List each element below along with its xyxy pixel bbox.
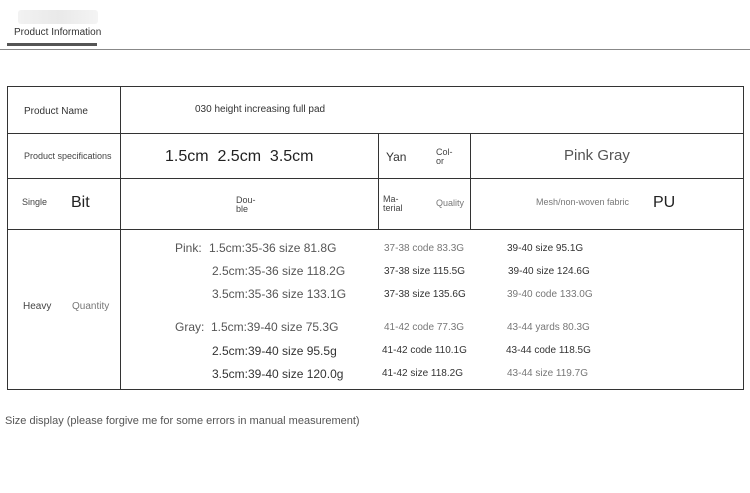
double-label-line2: ble [236,204,249,214]
color-label [436,148,453,166]
gray-weight-3-c2: 41-42 size 118.2G [382,368,463,379]
color-label-line2: or [436,156,445,166]
color-value: Pink Gray [564,147,630,164]
gray-weight-3-c3: 43-44 size 119.7G [507,368,588,379]
pink-weight-3-c2: 37-38 size 135.6G [384,289,466,300]
pink-weight-1-c1: 1.5cm:35-36 size 81.8G [209,241,337,255]
gray-weight-2-c1: 2.5cm:39-40 size 95.5g [212,344,337,358]
pink-weight-3-c3: 39-40 code 133.0G [507,289,593,300]
gray-weight-1-c1: 1.5cm:39-40 size 75.3G [211,320,339,334]
product-name-label: Product Name [24,106,88,117]
fabric-value: Mesh/non-woven fabric [536,197,630,207]
yan-label: Yan [386,150,407,164]
pink-weight-2-c1: 2.5cm:35-36 size 118.2G [212,264,346,278]
column-divider [470,133,471,229]
gray-weight-2-c2: 41-42 code 110.1G [382,345,467,356]
material-label [383,195,403,213]
bit-label: Bit [71,194,90,211]
gray-weight-1-c3: 43-44 yards 80.3G [507,322,590,333]
quality-label: Quality [436,198,465,208]
size-display-note: Size display (please forgive me for some errors in manual measurement) [5,415,360,427]
tab-product-information[interactable]: Product Information [14,27,102,38]
column-divider [378,133,379,229]
single-label: Single [22,197,48,207]
product-info-table [7,86,744,390]
column-divider [120,87,121,389]
pink-weight-1-c2: 37-38 code 83.3G [384,243,465,254]
double-label-line1: Dou- [236,195,256,205]
row-divider [8,229,743,230]
color-label-line1: Col- [436,147,453,157]
product-name-value: 030 height increasing full pad [195,104,326,115]
quantity-label: Quantity [72,301,110,312]
pink-weight-3-c1: 3.5cm:35-36 size 133.1G [212,287,347,301]
active-tab-indicator [7,43,97,46]
product-specifications-label: Product specifications [24,151,112,161]
pink-weight-2-c2: 37-38 size 115.5G [384,266,465,277]
material-label-line1: Ma- [383,194,399,204]
gray-weight-2-c3: 43-44 code 118.5G [506,345,591,356]
row-divider [8,178,743,179]
gray-weight-3-c1: 3.5cm:39-40 size 120.0g [212,367,344,381]
pink-prefix: Pink: [175,241,202,255]
row-divider [8,133,743,134]
gray-weight-1-c2: 41-42 code 77.3G [384,322,465,333]
pink-weight-1-c3: 39-40 size 95.1G [507,243,584,254]
pu-value: PU [653,194,676,211]
heavy-label: Heavy [23,301,52,312]
brand-logo [18,10,98,24]
product-specifications-value: 1.5cm 2.5cm 3.5cm [165,148,314,165]
material-label-line2: terial [383,203,403,213]
double-label [236,196,256,214]
gray-prefix: Gray: [175,320,205,334]
header-divider [0,49,750,50]
pink-weight-2-c3: 39-40 size 124.6G [508,266,590,277]
